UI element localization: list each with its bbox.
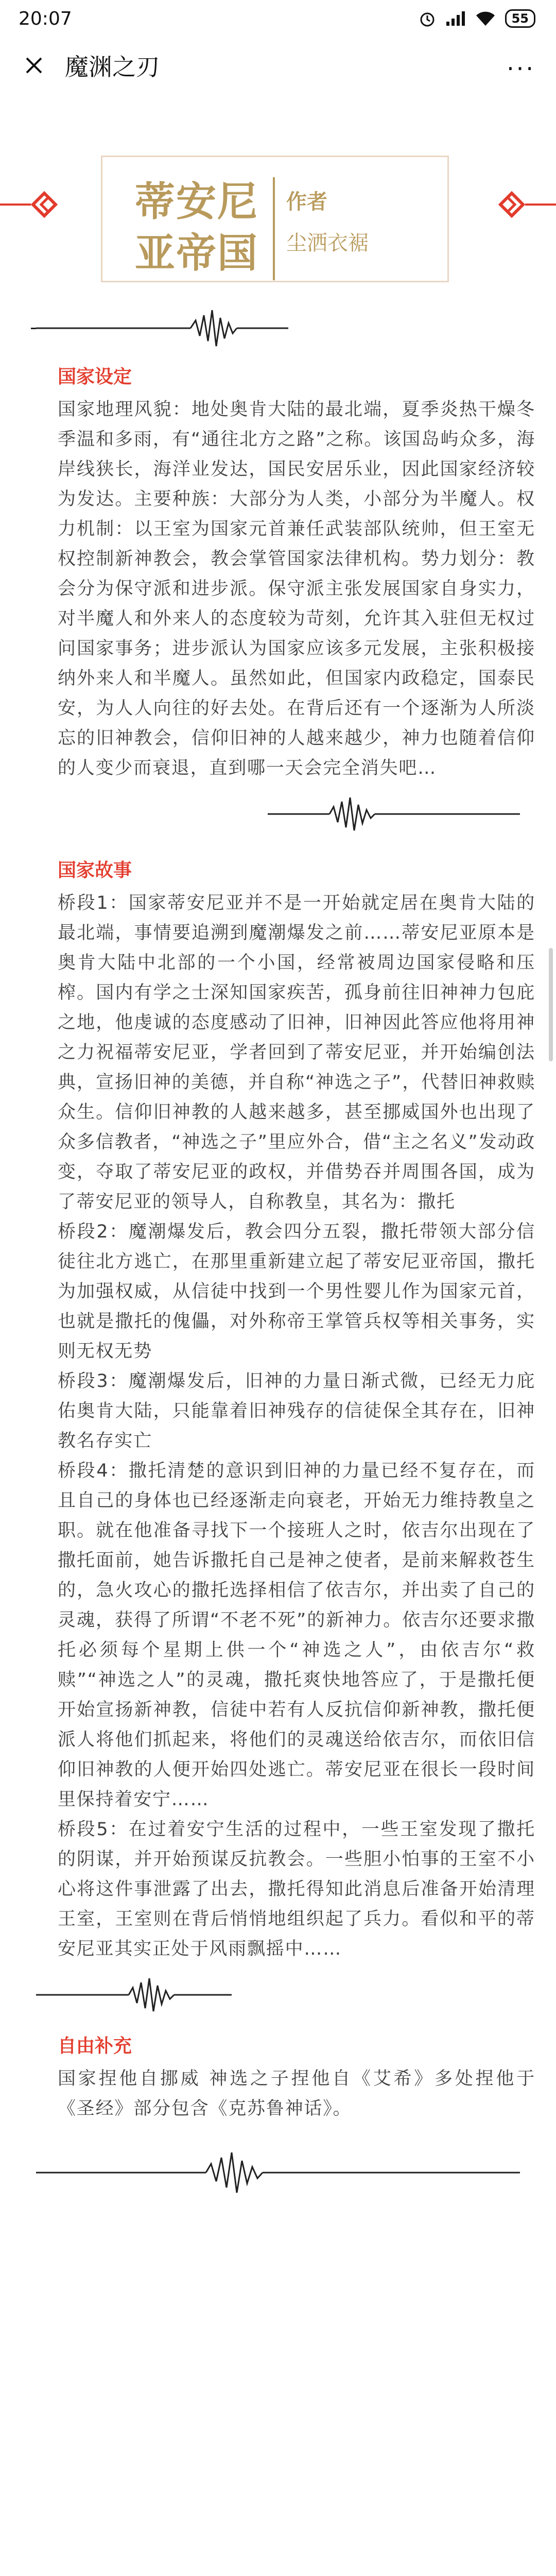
- section-free-supplement: [0, 2031, 556, 2124]
- section-paragraph: 桥段3：魔潮爆发后，旧神的力量日渐式微，已经无力庇佑奥肯大陆，只能靠着旧神残存的信徒保全其存在，旧神教名存实亡: [58, 1371, 535, 1451]
- section-national-settings: [0, 362, 556, 783]
- section-title: 国家故事: [58, 860, 132, 881]
- waveform-divider-icon: [0, 305, 556, 351]
- article-title: [135, 176, 258, 279]
- diamond-ornament-right-icon: [453, 176, 556, 233]
- title-divider: [273, 177, 275, 280]
- waveform-divider-icon: [0, 793, 556, 835]
- nav-bar: [0, 37, 556, 94]
- section-national-story: [0, 855, 556, 1964]
- author-label: 作者: [286, 190, 327, 214]
- waveform-divider-icon: [0, 1974, 556, 2015]
- section-title: 自由补充: [58, 2036, 132, 2057]
- alarm-icon: [419, 10, 436, 27]
- status-icons: [419, 9, 535, 28]
- status-time: 20:07: [19, 8, 72, 29]
- scrollbar[interactable]: [549, 948, 553, 1061]
- section-paragraph: 桥段5：在过着安宁生活的过程中，一些王室发现了撒托的阴谋，并开始预谋反抗教会。一些胆小怕事的王室不小心将这件事泄露了出去，撒托得知此消息后准备开始清理王室，王室则在背后悄悄地组织起了兵力。看似和平的蒂安尼亚其实正处于风雨飘摇中……: [58, 1819, 535, 1959]
- section-title: 国家设定: [58, 366, 132, 387]
- close-icon[interactable]: [19, 50, 49, 81]
- more-icon[interactable]: ···: [507, 55, 535, 82]
- section-paragraph: 桥段4：撒托清楚的意识到旧神的力量已经不复存在，而且自己的身体也已经逐渐走向衰老，开始无力维持教皇之职。就在他准备寻找下一个接班人之时，依吉尔出现在了撒托面前，她告诉撒托自己是神之使者，是前来解救苍生的，急火攻心的撒托选择相信了依吉尔，并出卖了自己的灵魂，获得了所谓“不老不死”的新神力。依吉尔还要求撒托必须每个星期上供一个“神选之人”，由依吉尔“救赎”“神选之人”的灵魂，撒托爽快地答应了，于是撒托便开始宣扬新神教，信徒中若有人反抗信仰新神教，撒托便派人将他们抓起来，将他们的灵魂送给依吉尔，而依旧信仰旧神教的人便开始四处逃亡。蒂安尼亚在很长一段时间里保持着安宁……: [58, 1461, 535, 1810]
- wifi-icon: [475, 10, 496, 27]
- article-header: [0, 94, 556, 300]
- status-bar: [0, 0, 556, 37]
- diamond-ornament-left-icon: [0, 176, 103, 233]
- title-line-2: 亚帝国: [135, 230, 259, 277]
- author-name: 尘洒衣裾: [286, 231, 369, 255]
- section-paragraph: 国家地理风貌：地处奥肯大陆的最北端，夏季炎热干燥冬季温和多雨，有“通往北方之路”之称。该国岛屿众多，海岸线狭长，海洋业发达，国民安居乐业，因此国家经济较为发达。主要种族：大部分为人类，小部分为半魔人。权力机制：以王室为国家元首兼任武装部队统帅，但王室无权控制新神教会，教会掌管国家法律机构。势力划分：教会分为保守派和进步派。保守派主张发展国家自身实力，对半魔人和外来人的态度较为苛刻，允许其入驻但无权过问国家事务；进步派认为国家应该多元发展，主张积极接纳外来人和半魔人。虽然如此，但国家内政稳定，国泰民安，为人人向往的好去处。在背后还有一个逐渐为人所淡忘的旧神教会，信仰旧神的人越来越少，神力也随着信仰的人变少而衰退，直到哪一天会完全消失吧…: [58, 399, 535, 778]
- nav-title: 魔渊之刃: [65, 53, 160, 81]
- title-line-1: 蒂安尼: [135, 179, 259, 225]
- section-paragraph: 桥段2：魔潮爆发后，教会四分五裂，撒托带领大部分信徒往北方逃亡，在那里重新建立起了蒂安尼亚帝国，撒托为加强权威，从信徒中找到一个男性婴儿作为国家元首，也就是撒托的傀儡，对外称帝王掌管兵权等相关事务，实则无权无势: [58, 1222, 535, 1362]
- section-paragraph: 国家捏他自挪威 神选之子捏他自《艾希》多处捏他于《圣经》部分包含《克苏鲁神话》。: [58, 2069, 535, 2119]
- section-paragraph: 桥段1：国家蒂安尼亚并不是一开始就定居在奥肯大陆的最北端，事情要追溯到魔潮爆发之前……蒂安尼亚原本是奥肯大陆中北部的一个小国，经常被周边国家侵略和压榨。国内有学之士深知国家疾苦，孤身前往旧神神力包庇之地，他虔诚的态度感动了旧神，旧神因此答应他将用神之力祝福蒂安尼亚，学者回到了蒂安尼亚，并开始编创法典，宣扬旧神的美德，并自称“神选之子”，代替旧神救赎众生。信仰旧神教的人越来越多，甚至挪威国外也出现了众多信教者，“神选之子”里应外合，借“主之名义”发动政变，夺取了蒂安尼亚的政权，并借势吞并周围各国，成为了蒂安尼亚的领导人，自称教皇，其名为：撒托: [58, 893, 535, 1212]
- battery-icon: 55: [505, 9, 535, 28]
- waveform-divider-icon: [0, 2149, 556, 2196]
- signal-icon: [445, 10, 466, 27]
